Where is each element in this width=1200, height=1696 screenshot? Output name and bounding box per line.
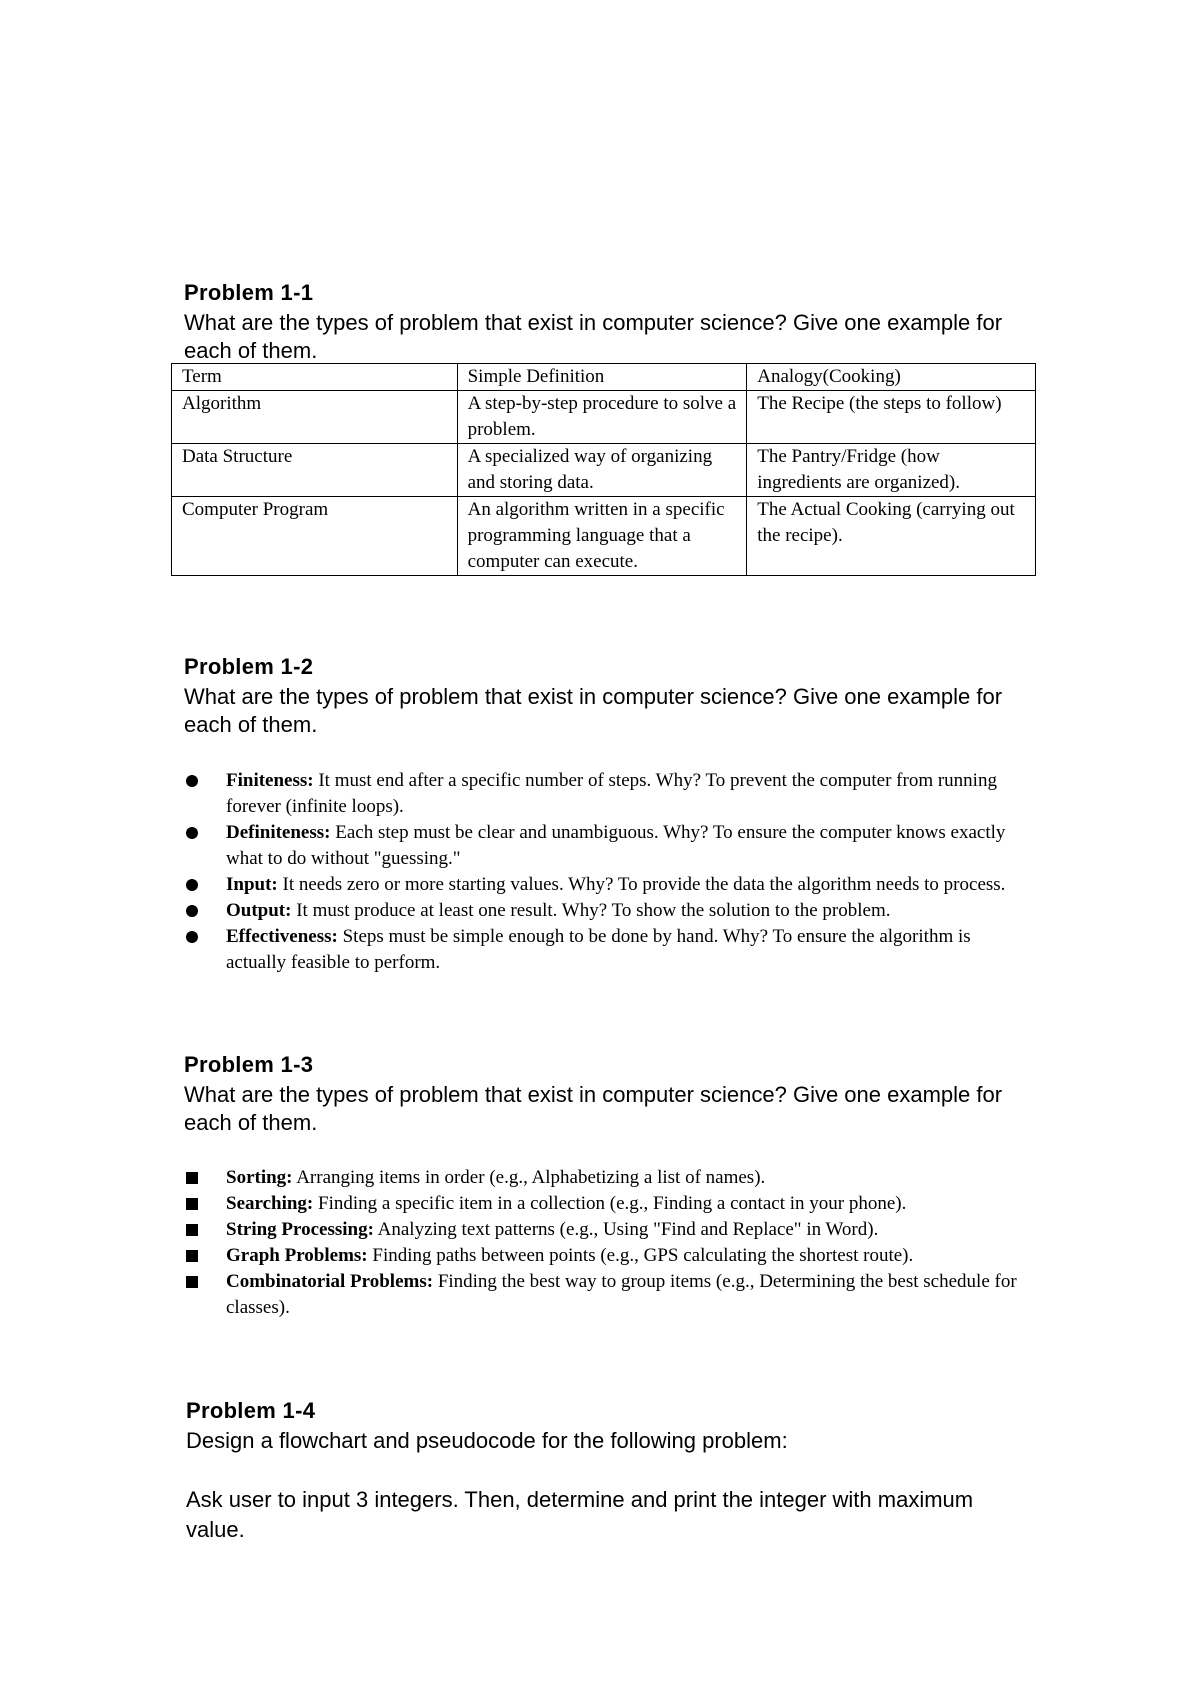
- list-item-text: Analyzing text patterns (e.g., Using "Find and Replace" in Word).: [373, 1219, 879, 1240]
- list-item-text: It must end after a specific number of steps. Why? To prevent the computer from running forever (infinite loops).: [226, 770, 997, 817]
- table-header-cell: Term: [172, 364, 458, 391]
- list-item-term: Effectiveness:: [226, 926, 338, 947]
- list-item: [184, 898, 1024, 924]
- list-item: [184, 924, 1024, 976]
- list-item: [184, 1243, 1024, 1269]
- table-cell: The Actual Cooking (carrying out the recipe).: [747, 497, 1036, 576]
- list-item-term: Combinatorial Problems:: [226, 1271, 434, 1292]
- table-header-cell: Analogy(Cooking): [747, 364, 1036, 391]
- algorithm-properties-list: [184, 768, 1024, 976]
- square-bullet-icon: [186, 1224, 198, 1236]
- table-row: [172, 444, 1036, 497]
- table-cell: A specialized way of organizing and storing data.: [457, 444, 747, 497]
- list-item-term: Searching:: [226, 1193, 314, 1214]
- problem-1-4-task: Ask user to input 3 integers. Then, determine and print the integer with maximum value.: [186, 1487, 974, 1542]
- table-row: [172, 391, 1036, 444]
- list-item-term: Finiteness:: [226, 770, 314, 791]
- table-header-row: [172, 364, 1036, 391]
- list-item-text: Finding a specific item in a collection (e.g., Finding a contact in your phone).: [313, 1193, 907, 1214]
- problem-1-4-heading: Problem 1-4: [186, 1398, 316, 1423]
- square-bullet-icon: [186, 1250, 198, 1262]
- problem-1-4-question: Design a flowchart and pseudocode for the following problem:: [186, 1428, 788, 1453]
- list-item-term: Sorting:: [226, 1167, 293, 1188]
- list-item: [184, 1269, 1024, 1321]
- round-bullet-icon: [186, 931, 198, 943]
- list-item-term: Output:: [226, 900, 292, 921]
- problem-1-3-heading: Problem 1-3: [184, 1052, 314, 1077]
- table-cell: An algorithm written in a specific programming language that a computer can execute.: [457, 497, 747, 576]
- round-bullet-icon: [186, 827, 198, 839]
- definitions-table: [171, 363, 1036, 576]
- list-item-text: Steps must be simple enough to be done by hand. Why? To ensure the algorithm is actually feasible to perform.: [226, 926, 971, 973]
- list-item-text: Arranging items in order (e.g., Alphabetizing a list of names).: [292, 1167, 766, 1188]
- round-bullet-icon: [186, 879, 198, 891]
- problem-1-3-question: What are the types of problem that exist in computer science? Give one example for each of them.: [184, 1082, 1003, 1135]
- table-cell: The Recipe (the steps to follow): [747, 391, 1036, 444]
- list-item-term: Graph Problems:: [226, 1245, 368, 1266]
- list-item: [184, 1191, 1024, 1217]
- list-item-text: Finding paths between points (e.g., GPS calculating the shortest route).: [367, 1245, 914, 1266]
- list-item-text: It must produce at least one result. Why? To show the solution to the problem.: [291, 900, 891, 921]
- list-item: [184, 768, 1024, 820]
- square-bullet-icon: [186, 1276, 198, 1288]
- round-bullet-icon: [186, 905, 198, 917]
- table-cell: Computer Program: [172, 497, 458, 576]
- list-item: [184, 1217, 1024, 1243]
- round-bullet-icon: [186, 775, 198, 787]
- problem-types-list: [184, 1165, 1024, 1321]
- table-cell: A step-by-step procedure to solve a problem.: [457, 391, 747, 444]
- list-item-text: Finding the best way to group items (e.g., Determining the best schedule for classes).: [226, 1271, 1017, 1318]
- list-item-term: Definiteness:: [226, 822, 331, 843]
- table-row: [172, 497, 1036, 576]
- list-item-term: String Processing:: [226, 1219, 374, 1240]
- table-cell: Data Structure: [172, 444, 458, 497]
- list-item-text: It needs zero or more starting values. Why? To provide the data the algorithm needs to process.: [277, 874, 1006, 895]
- square-bullet-icon: [186, 1198, 198, 1210]
- list-item: [184, 872, 1024, 898]
- table-cell: The Pantry/Fridge (how ingredients are organized).: [747, 444, 1036, 497]
- list-item-text: Each step must be clear and unambiguous. Why? To ensure the computer knows exactly what to do without "guessing.": [226, 822, 1006, 869]
- problem-1-2-heading: Problem 1-2: [184, 654, 314, 679]
- list-item: [184, 820, 1024, 872]
- problem-1-1-heading: Problem 1-1: [184, 280, 314, 305]
- square-bullet-icon: [186, 1172, 198, 1184]
- table-cell: Algorithm: [172, 391, 458, 444]
- problem-1-2-question: What are the types of problem that exist in computer science? Give one example for each of them.: [184, 684, 1003, 737]
- list-item-term: Input:: [226, 874, 278, 895]
- list-item: [184, 1165, 1024, 1191]
- table-header-cell: Simple Definition: [457, 364, 747, 391]
- problem-1-1-question: What are the types of problem that exist in computer science? Give one example for each of them.: [184, 310, 1003, 363]
